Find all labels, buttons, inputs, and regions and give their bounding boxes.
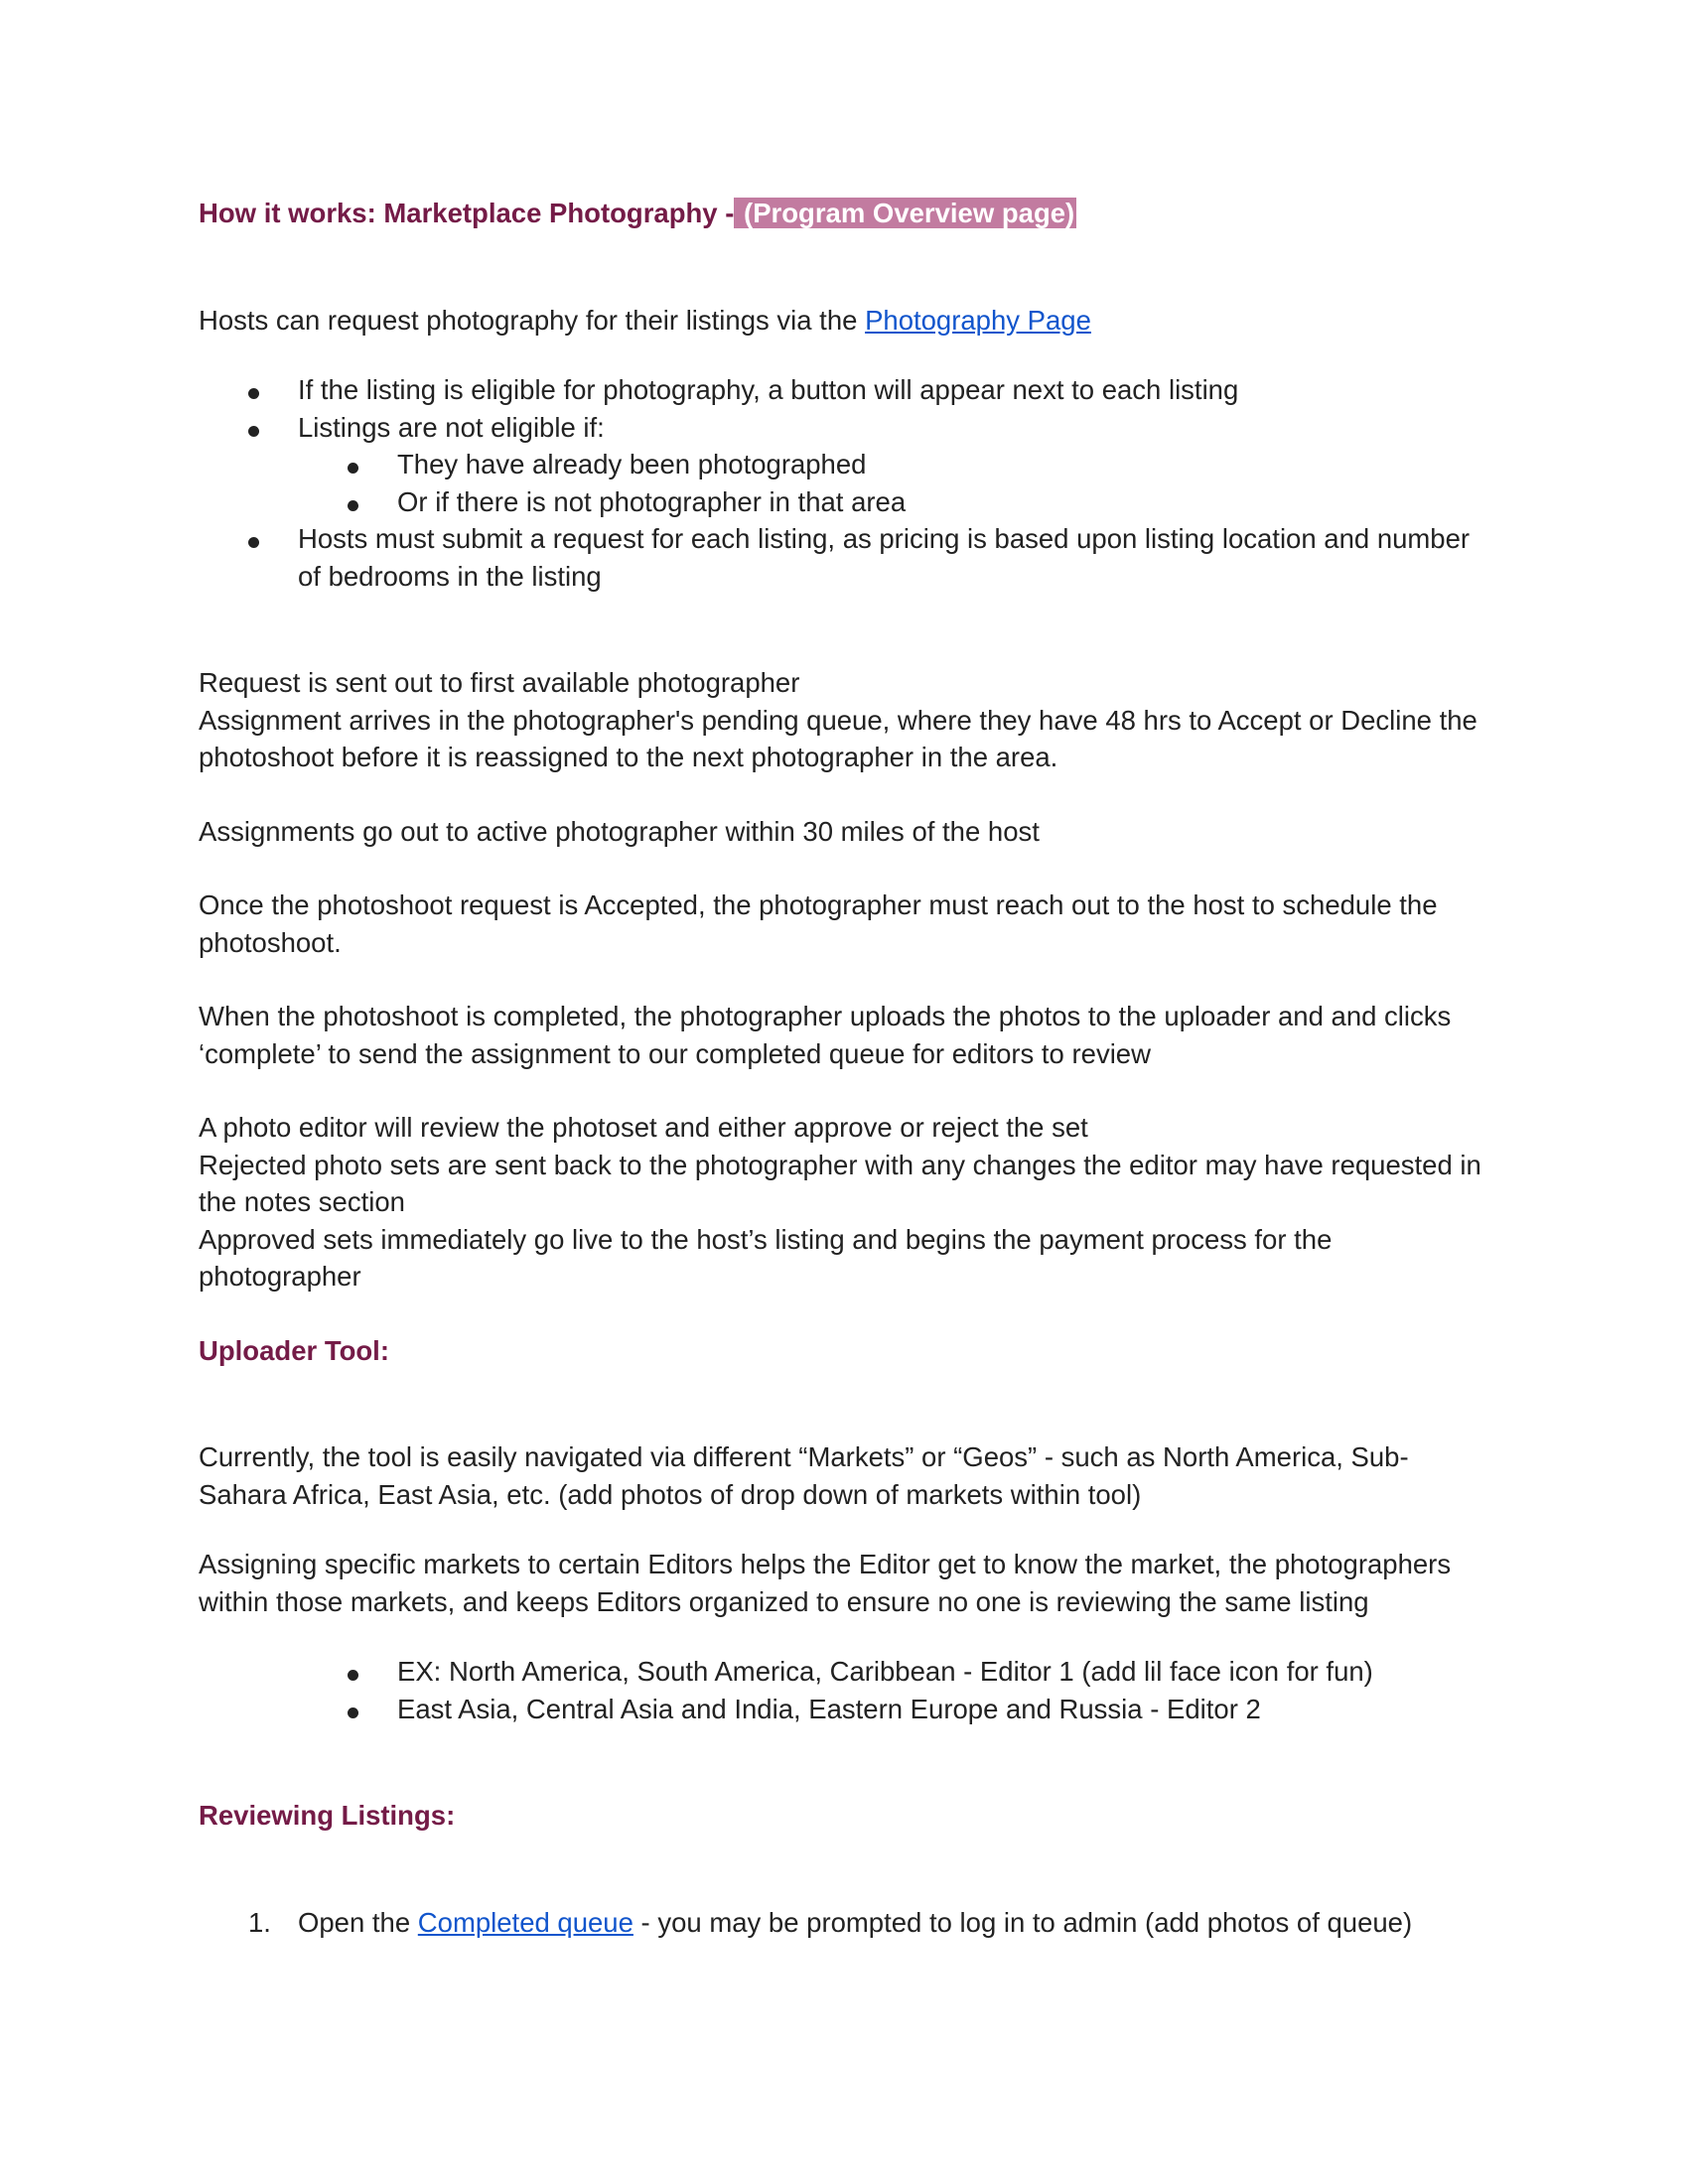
photography-page-link[interactable]: Photography Page (865, 304, 1091, 336)
bullet-icon (348, 1653, 358, 1691)
bullet-icon (348, 446, 358, 483)
list-item (199, 1691, 1489, 1728)
paragraph: Rejected photo sets are sent back to the photographer with any changes the editor may have requested in the notes section (199, 1149, 1481, 1217)
sub-list-item (199, 446, 1489, 483)
list-item-text: Or if there is not photographer in that area (397, 485, 907, 517)
title-text: How it works: Marketplace Photography - (199, 198, 735, 228)
paragraph: Assignment arrives in the photographer's pending queue, where they have 48 hrs to Accept or Decline the photoshoot before it is reassigned to the next photographer in the area. (199, 704, 1477, 772)
list-item (199, 371, 1489, 409)
bullet-icon (248, 409, 259, 447)
list-item-text: If the listing is eligible for photography, a button will appear next to each listing (298, 374, 1239, 405)
paragraph: Assignments go out to active photographer within 30 miles of the host (199, 815, 1040, 847)
completed-queue-link[interactable]: Completed queue (417, 1906, 633, 1938)
list-item-text: They have already been photographed (397, 449, 867, 479)
process-section (199, 664, 1489, 1296)
step-text: Open the (298, 1906, 418, 1938)
intro-text: Hosts can request photography for their listings via the (199, 304, 866, 336)
sub-list-item (199, 483, 1489, 521)
intro-paragraph (199, 302, 1489, 340)
paragraph: When the photoshoot is completed, the photographer uploads the photos to the uploader and and clicks ‘complete’ to send the assignment to our completed queue for editors to review (199, 1001, 1452, 1069)
review-steps-list (199, 1904, 1489, 1942)
list-item-text: Listings are not eligible if: (298, 411, 605, 443)
paragraph: Request is sent out to first available photographer (199, 667, 800, 698)
reviewing-heading: Reviewing Listings: (199, 1800, 456, 1831)
editor-assignment-list (199, 1653, 1489, 1727)
eligibility-list (199, 371, 1489, 595)
uploader-heading: Uploader Tool: (199, 1334, 389, 1366)
page-title (199, 195, 1489, 232)
bullet-icon (248, 520, 259, 558)
paragraph: Approved sets immediately go live to the host’s listing and begins the payment process for the photographer (199, 1223, 1333, 1292)
step-text: - you may be prompted to log in to admin (add photos of queue) (633, 1906, 1413, 1938)
paragraph: Assigning specific markets to certain Editors helps the Editor get to know the market, the photographers within those markets, and keeps Editors organized to ensure no one is reviewing the same listing (199, 1549, 1452, 1617)
paragraph: Currently, the tool is easily navigated via different “Markets” or “Geos” - such as North America, Sub-Sahara Africa, East Asia, etc. (add photos of drop down of markets within tool) (199, 1441, 1409, 1510)
list-item-text: EX: North America, South America, Caribbean - Editor 1 (add lil face icon for fun) (397, 1656, 1373, 1687)
bullet-icon (348, 1691, 358, 1728)
list-item (199, 520, 1489, 595)
list-item-text: Hosts must submit a request for each listing, as pricing is based upon listing location and number of bedrooms in the listing (298, 523, 1471, 592)
document-body (199, 189, 1489, 1941)
bullet-icon (248, 371, 259, 409)
list-item (199, 1653, 1489, 1691)
list-item (199, 409, 1489, 447)
list-item (199, 1904, 1489, 1942)
title-highlight: (Program Overview page) (736, 198, 1075, 228)
list-item-text: East Asia, Central Asia and India, Eastern Europe and Russia - Editor 2 (397, 1693, 1261, 1724)
bullet-icon (348, 483, 358, 521)
list-number: 1. (248, 1906, 271, 1938)
paragraph: A photo editor will review the photoset and either approve or reject the set (199, 1112, 1088, 1143)
paragraph: Once the photoshoot request is Accepted, the photographer must reach out to the host to schedule the photoshoot. (199, 889, 1438, 958)
